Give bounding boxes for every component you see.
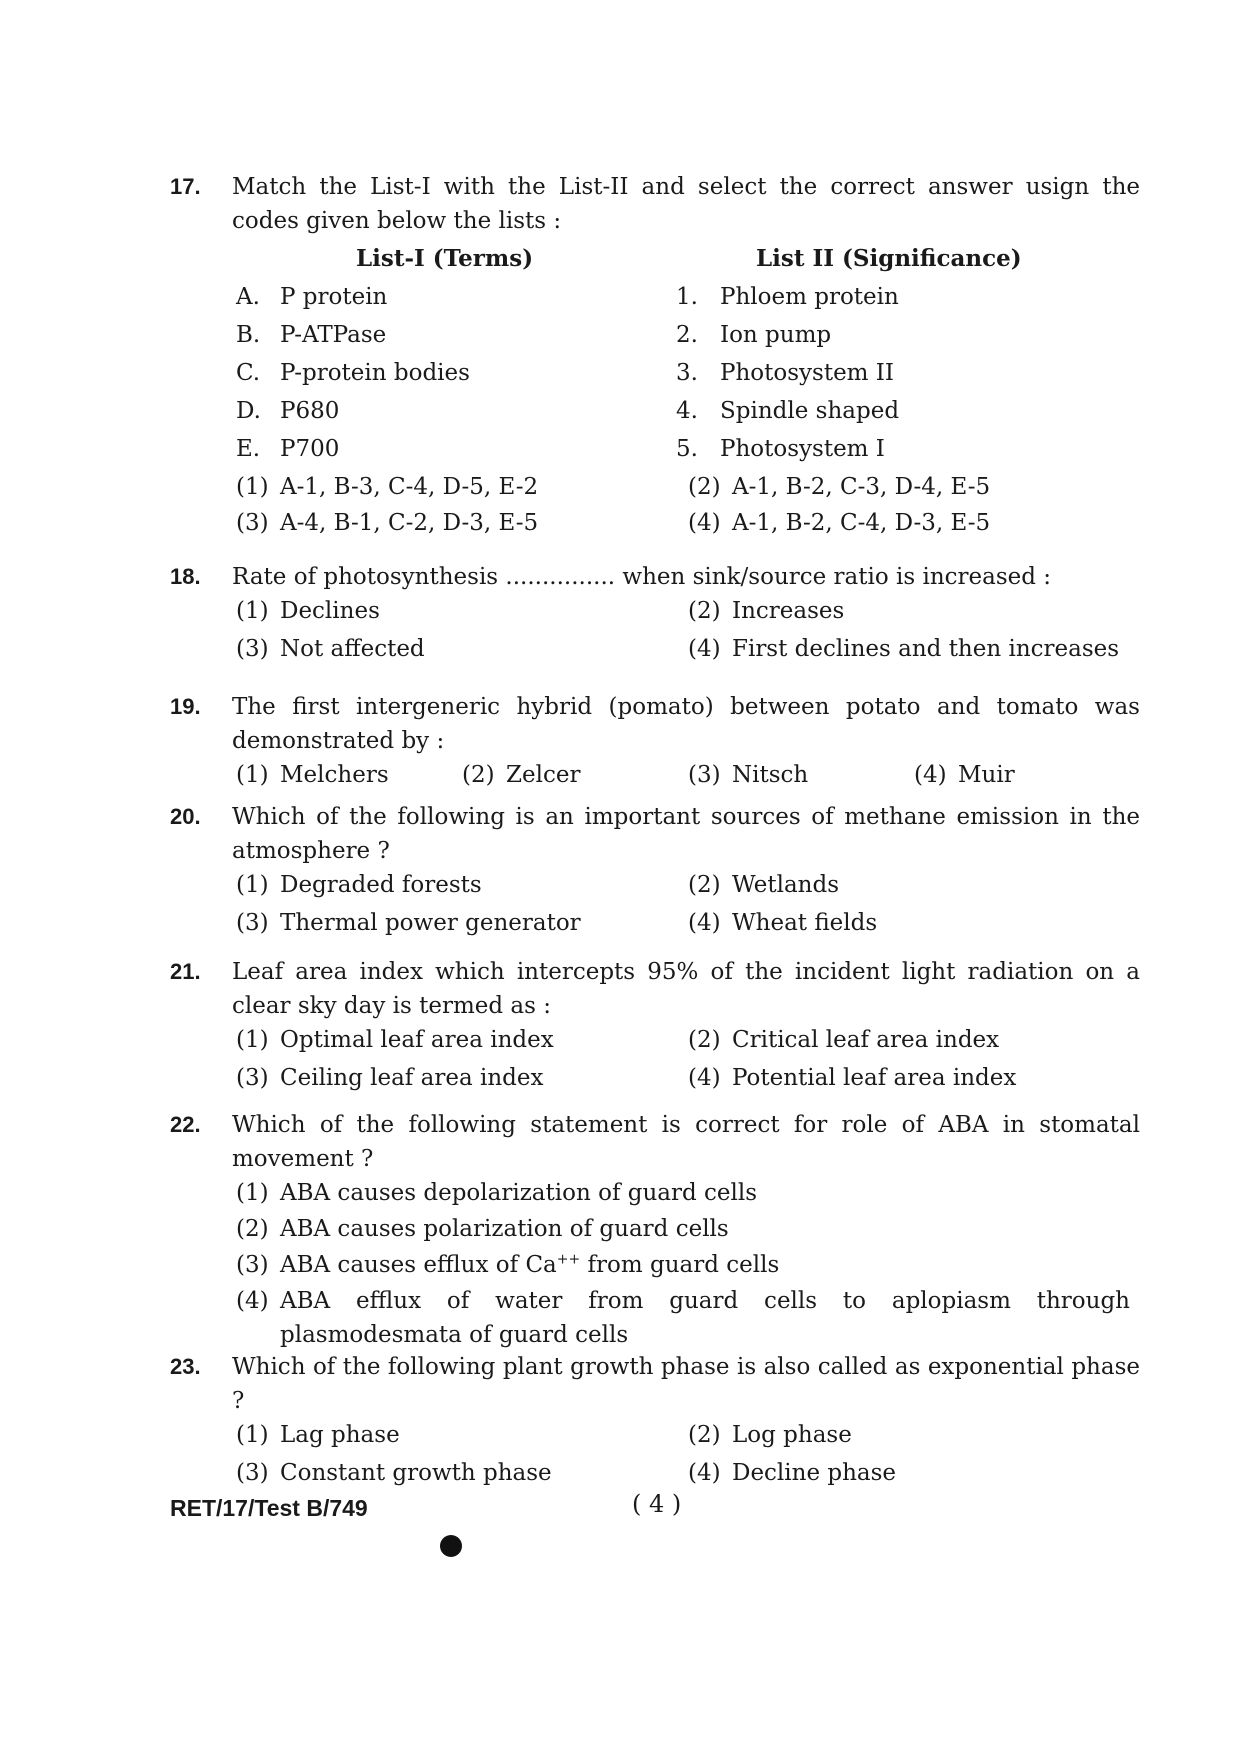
option-3: (3) Nitsch <box>688 762 809 788</box>
list-2-item: 2. Ion pump <box>676 322 832 348</box>
page-number: ( 4 ) <box>632 1490 682 1518</box>
options <box>236 758 1140 796</box>
option-2: (2) Increases <box>688 598 845 624</box>
option-2: (2) ABA causes polarization of guard cells <box>236 1216 729 1242</box>
list-2-item: 5. Photosystem I <box>676 436 885 462</box>
question-number: 18. <box>170 564 201 589</box>
option-3: (3) Thermal power generator <box>236 910 581 936</box>
option-3: (3) ABA causes efflux of Ca++ from guard cells <box>236 1251 780 1278</box>
question-number: 22. <box>170 1112 201 1137</box>
list-1-item: C. P-protein bodies <box>236 360 470 386</box>
question-23 <box>170 1350 1140 1494</box>
question-number: 23. <box>170 1354 201 1379</box>
option-4: (4) Potential leaf area index <box>688 1065 1017 1091</box>
option-1: (1) ABA causes depolarization of guard cells <box>236 1180 758 1206</box>
option-3: (3) Constant growth phase <box>236 1460 552 1486</box>
question-number: 20. <box>170 804 201 829</box>
list-2-item: 1. Phloem protein <box>676 284 899 310</box>
list-1-item: D. P680 <box>236 398 340 424</box>
option-4: (4) Decline phase <box>688 1460 897 1486</box>
option-4: (4) First declines and then increases <box>688 636 1120 662</box>
question-text: Rate of photosynthesis ............... when sink/source ratio is increased : <box>232 564 1052 590</box>
question-text: Which of the following statement is correct for role of ABA in stomatal movement ? <box>232 1112 1140 1172</box>
list-1-item: B. P-ATPase <box>236 322 387 348</box>
question-18 <box>170 560 1140 670</box>
option-1: (1) A-1, B-3, C-4, D-5, E-2 <box>236 474 539 500</box>
option-1: (1) Lag phase <box>236 1422 400 1448</box>
question-text: Which of the following is an important sources of methane emission in the atmosphere ? <box>232 804 1140 864</box>
option-4: (4) Wheat fields <box>688 910 878 936</box>
question-22 <box>170 1108 1140 1352</box>
list-2-item: 3. Photosystem II <box>676 360 894 386</box>
options <box>236 1418 1140 1494</box>
question-text: Match the List-I with the List-II and select the correct answer usign the codes given below the lists : <box>232 174 1140 234</box>
question-17 <box>170 170 1140 536</box>
option-4: (4) Muir <box>914 762 1015 788</box>
question-number: 19. <box>170 694 201 719</box>
option-2: (2) Critical leaf area index <box>688 1027 1000 1053</box>
match-lists <box>236 238 1140 536</box>
list-2-item: 4. Spindle shaped <box>676 398 900 424</box>
option-1: (1) Degraded forests <box>236 872 482 898</box>
ink-dot <box>440 1535 462 1557</box>
options <box>236 868 1140 944</box>
option-4: (4) ABA efflux of water from guard cells to aplopiasm through plasmodesmata of guard cells <box>236 1288 1130 1348</box>
question-text: Leaf area index which intercepts 95% of the incident light radiation on a clear sky day is termed as : <box>232 959 1140 1019</box>
option-2: (2) Log phase <box>688 1422 852 1448</box>
list-1-item: E. P700 <box>236 436 340 462</box>
option-1: (1) Optimal leaf area index <box>236 1027 554 1053</box>
option-1: (1) Declines <box>236 598 380 624</box>
question-text: The first intergeneric hybrid (pomato) between potato and tomato was demonstrated by : <box>232 694 1140 754</box>
question-text: Which of the following plant growth phase is also called as exponential phase ? <box>232 1354 1140 1414</box>
option-2: (2) A-1, B-2, C-3, D-4, E-5 <box>688 474 991 500</box>
list-1-item: A. P protein <box>236 284 388 310</box>
option-3: (3) Ceiling leaf area index <box>236 1065 544 1091</box>
option-2: (2) Wetlands <box>688 872 840 898</box>
option-2: (2) Zelcer <box>462 762 581 788</box>
question-20 <box>170 800 1140 944</box>
option-4: (4) A-1, B-2, C-4, D-3, E-5 <box>688 510 991 536</box>
question-number: 17. <box>170 174 201 199</box>
paper-code: RET/17/Test B/749 <box>170 1495 368 1521</box>
options <box>236 1023 1140 1099</box>
options <box>236 1176 1140 1352</box>
options <box>236 594 1140 670</box>
list-2-heading: List II (Significance) <box>756 245 1022 272</box>
question-19 <box>170 690 1140 796</box>
option-1: (1) Melchers <box>236 762 389 788</box>
question-21 <box>170 955 1140 1099</box>
option-3: (3) A-4, B-1, C-2, D-3, E-5 <box>236 510 539 536</box>
question-number: 21. <box>170 959 201 984</box>
option-3: (3) Not affected <box>236 636 425 662</box>
list-1-heading: List-I (Terms) <box>356 245 534 272</box>
